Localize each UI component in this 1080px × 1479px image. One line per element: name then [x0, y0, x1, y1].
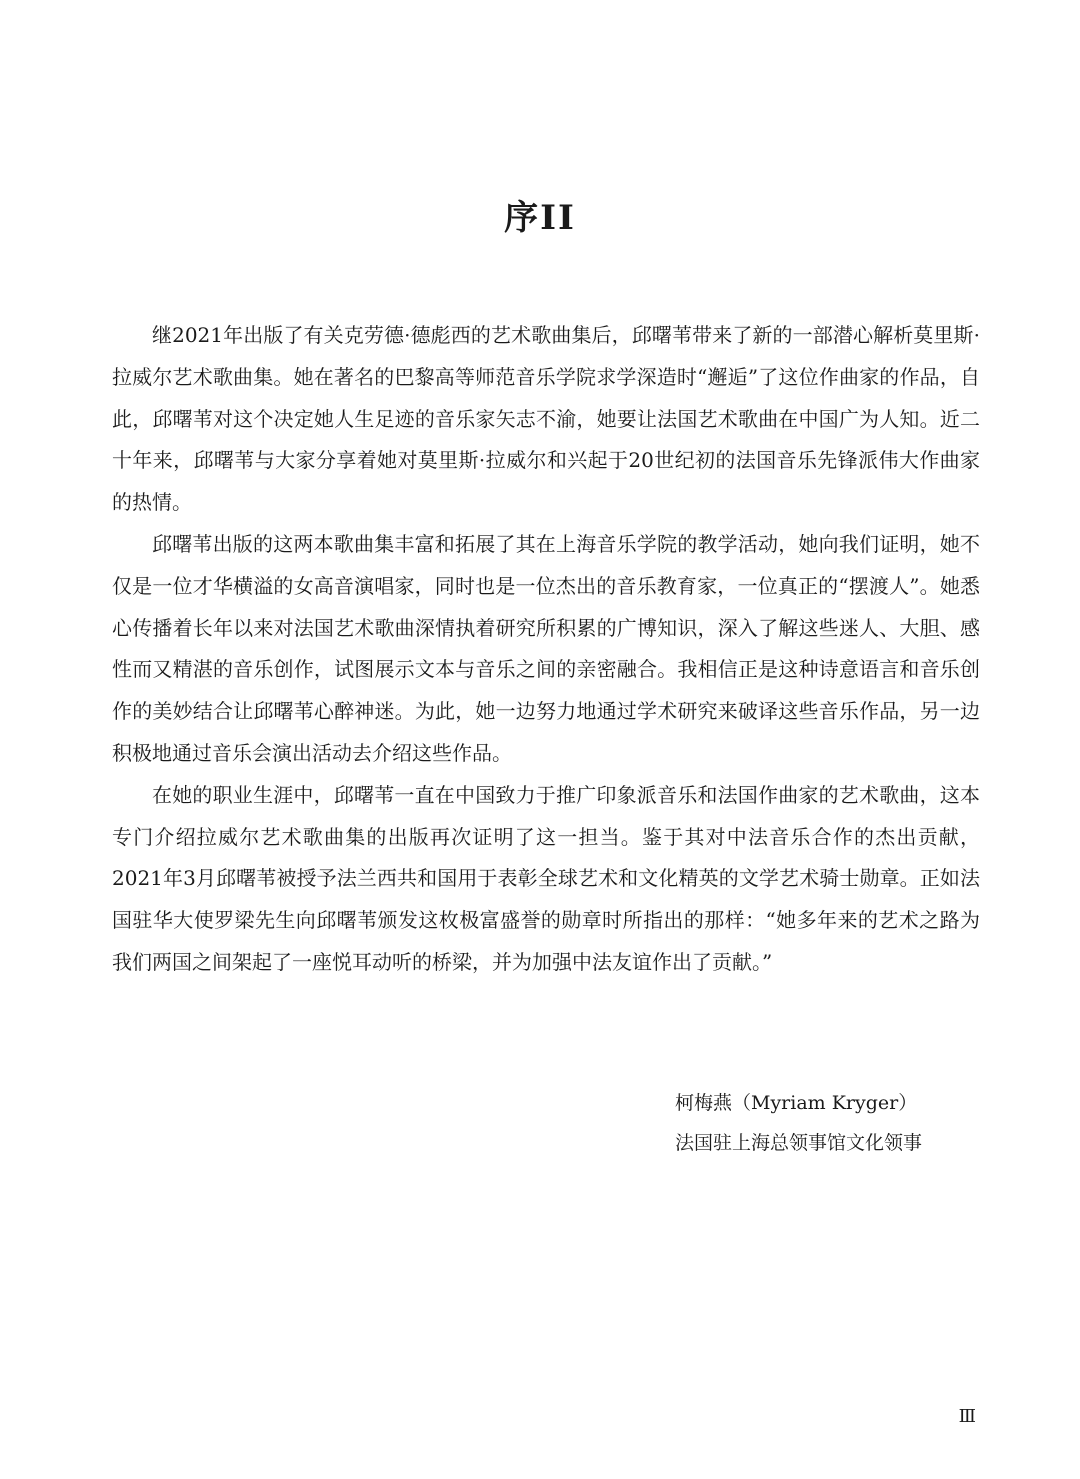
page-title: 序II	[504, 198, 576, 238]
signature-block	[675, 1083, 922, 1163]
paragraph-3: 在她的职业生涯中，邱曙苇一直在中国致力于推广印象派音乐和法国作曲家的艺术歌曲，这本专门介绍拉威尔艺术歌曲集的出版再次证明了这一担当。鉴于其对中法音乐合作的杰出贡献，2021年3月邱曙苇被授予法兰西共和国用于表彰全球艺术和文化精英的文学艺术骑士勋章。正如法国驻华大使罗梁先生向邱曙苇颁发这枚极富盛誉的勋章时所指出的那样：“她多年来的艺术之路为我们两国之间架起了一座悦耳动听的桥梁，并为加强中法友谊作出了贡献。”	[112, 782, 980, 974]
signature-position: 法国驻上海总领事馆文化领事	[674, 1132, 922, 1154]
body-text	[112, 315, 980, 984]
paragraph-2: 邱曙苇出版的这两本歌曲集丰富和拓展了其在上海音乐学院的教学活动，她向我们证明，她不仅是一位才华横溢的女高音演唱家，同时也是一位杰出的音乐教育家，一位真正的“摆渡人”。她悉心传播着长年以来对法国艺术歌曲深情执着研究所积累的广博知识，深入了解这些迷人、大胆、感性而又精湛的音乐创作，试图展示文本与音乐之间的亲密融合。我相信正是这种诗意语言和音乐创作的美妙结合让邱曙苇心醉神迷。为此，她一边努力地通过学术研究来破译这些音乐作品，另一边积极地通过音乐会演出活动去介绍这些作品。	[112, 531, 980, 765]
signature-name: 柯梅燕（Myriam Kryger）	[674, 1092, 918, 1114]
paragraph-1: 继2021年出版了有关克劳德·德彪西的艺术歌曲集后，邱曙苇带来了新的一部潜心解析莫里斯·拉威尔艺术歌曲集。她在著名的巴黎高等师范音乐学院求学深造时“邂逅”了这位作曲家的作品，自此，邱曙苇对这个决定她人生足迹的音乐家矢志不渝，她要让法国艺术歌曲在中国广为人知。近二十年来，邱曙苇与大家分享着她对莫里斯·拉威尔和兴起于20世纪初的法国音乐先锋派伟大作曲家的热情。	[112, 323, 980, 515]
page-number: Ⅲ	[958, 1406, 976, 1427]
